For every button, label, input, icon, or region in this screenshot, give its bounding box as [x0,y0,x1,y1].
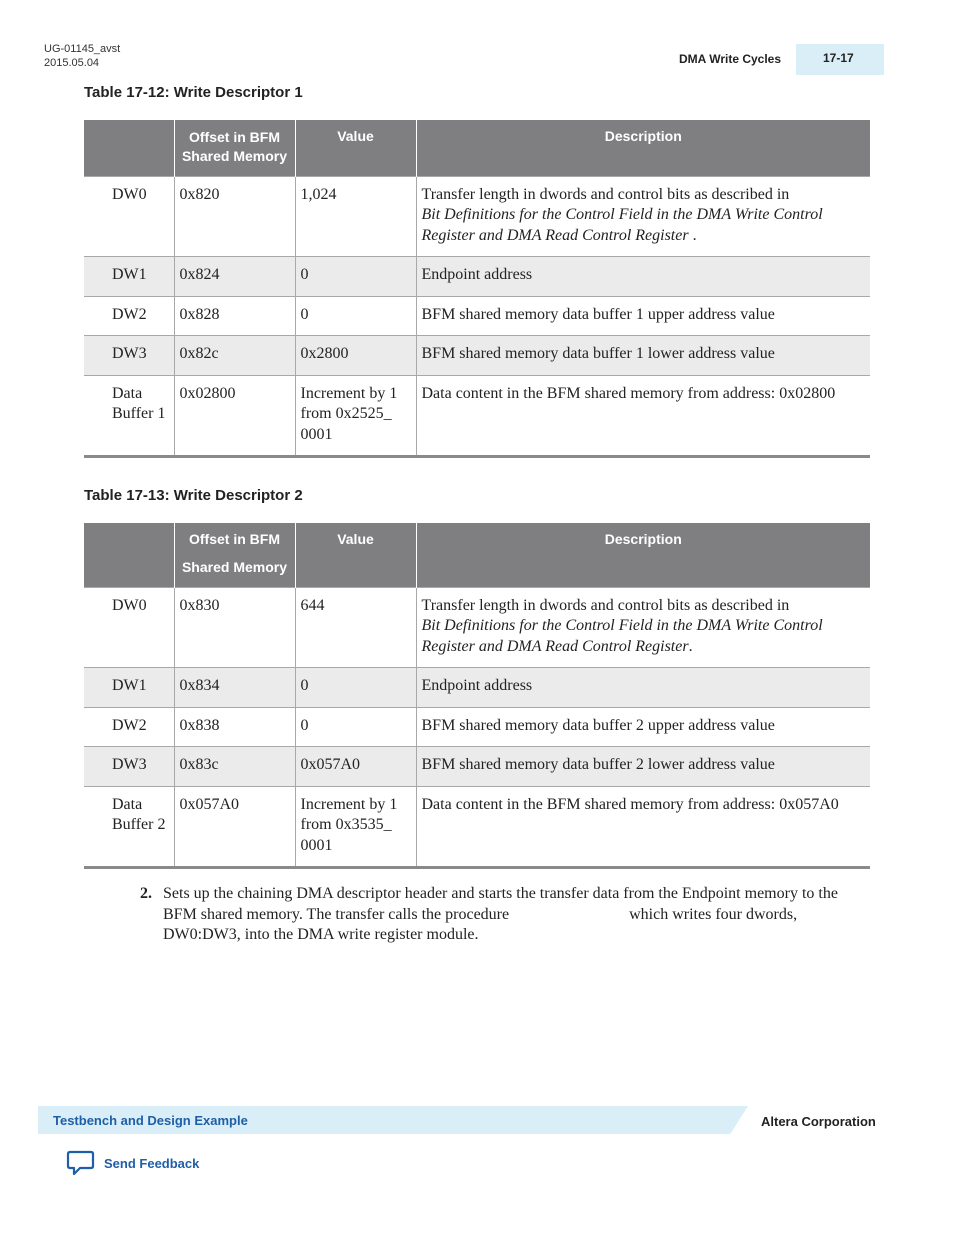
step-number: 2. [140,885,152,902]
value-cell: 0 [295,257,416,297]
table-row [84,786,870,868]
description-tail: . [688,226,697,244]
description-tail: . [688,637,693,655]
footer-company: Altera Corporation [761,1114,876,1129]
value-cell: Increment by 1 from 0x3535_ 0001 [295,786,416,868]
value-cell: 0x2800 [295,336,416,376]
document-date: 2015.05.04 [44,57,100,69]
row-label: DW2 [84,707,174,747]
send-feedback-link[interactable] [66,1150,199,1176]
description-text: Transfer length in dwords and control bits as described in [421,185,790,203]
column-header-blank [84,523,174,587]
value-cell: 644 [295,587,416,668]
column-header-blank [84,120,174,176]
document-id: UG-01145_avst [44,43,121,55]
row-label: DW3 [84,336,174,376]
row-label: Data Buffer 2 [84,786,174,868]
send-feedback-label[interactable]: Send Feedback [104,1155,200,1171]
row-label: DW0 [84,176,174,257]
table-row [84,707,870,747]
cross-reference-text: Bit Definitions for the Control Field in the DMA Write Control Register and DMA Read Control Register [421,617,823,655]
offset-cell: 0x824 [174,257,295,297]
row-label: Data Buffer 1 [84,375,174,457]
table-caption-2: Table 17-13: Write Descriptor 2 [84,487,303,504]
description-cell: BFM shared memory data buffer 2 lower address value [416,747,870,787]
table-row [84,296,870,336]
offset-cell: 0x02800 [174,375,295,457]
row-label: DW2 [84,296,174,336]
table-row [84,336,870,376]
write-descriptor-1-table [84,120,870,458]
column-header-value: Value [295,523,416,587]
table-row [84,747,870,787]
offset-cell: 0x82c [174,336,295,376]
value-cell: 0x057A0 [295,747,416,787]
step-text-after: which writes four dwords, DW0:DW3, into the DMA write register module. [163,905,798,943]
description-cell: Endpoint address [416,257,870,297]
offset-cell: 0x830 [174,587,295,668]
offset-cell: 0x834 [174,668,295,708]
column-header-offset: Offset in BFM Shared Memory [174,523,295,587]
column-header-description: Description [416,523,870,587]
procedure-step-2 [140,884,870,946]
step-text [163,884,870,946]
cross-reference-text: Bit Definitions for the Control Field in the DMA Write Control Register and DMA Read Control Register [421,206,823,244]
row-label: DW3 [84,747,174,787]
offset-cell: 0x838 [174,707,295,747]
page-number: 17-17 [796,44,884,75]
table-caption-1: Table 17-12: Write Descriptor 1 [84,84,303,101]
description-cell: BFM shared memory data buffer 1 upper address value [416,296,870,336]
column-header-value: Value [295,120,416,176]
value-cell: Increment by 1 from 0x2525_ 0001 [295,375,416,457]
value-cell: 0 [295,707,416,747]
table-row [84,375,870,457]
description-cell [416,176,870,257]
value-cell: 0 [295,668,416,708]
table-row [84,176,870,257]
description-text: Transfer length in dwords and control bits as described in [421,596,790,614]
description-cell: Data content in the BFM shared memory from address: 0x057A0 [416,786,870,868]
column-header-description: Description [416,120,870,176]
step-text-before: Sets up the chaining DMA descriptor header and starts the transfer data from the Endpoint memory to the BFM shared memory. The transfer calls the procedure [163,885,838,923]
table-row [84,587,870,668]
value-cell: 0 [295,296,416,336]
description-cell: Endpoint address [416,668,870,708]
offset-cell: 0x820 [174,176,295,257]
offset-cell: 0x83c [174,747,295,787]
section-title: DMA Write Cycles [679,52,782,66]
offset-cell: 0x828 [174,296,295,336]
row-label: DW1 [84,668,174,708]
value-cell: 1,024 [295,176,416,257]
row-label: DW1 [84,257,174,297]
description-cell: Data content in the BFM shared memory from address: 0x02800 [416,375,870,457]
description-cell [416,587,870,668]
document-id-block [44,42,120,70]
write-descriptor-2-table [84,523,870,869]
speech-bubble-icon [66,1150,95,1176]
description-cell: BFM shared memory data buffer 2 upper address value [416,707,870,747]
table-row [84,668,870,708]
footer-chapter-link[interactable]: Testbench and Design Example [53,1113,248,1128]
table-row [84,257,870,297]
column-header-offset: Offset in BFM Shared Memory [174,120,295,176]
offset-cell: 0x057A0 [174,786,295,868]
row-label: DW0 [84,587,174,668]
description-cell: BFM shared memory data buffer 1 lower address value [416,336,870,376]
